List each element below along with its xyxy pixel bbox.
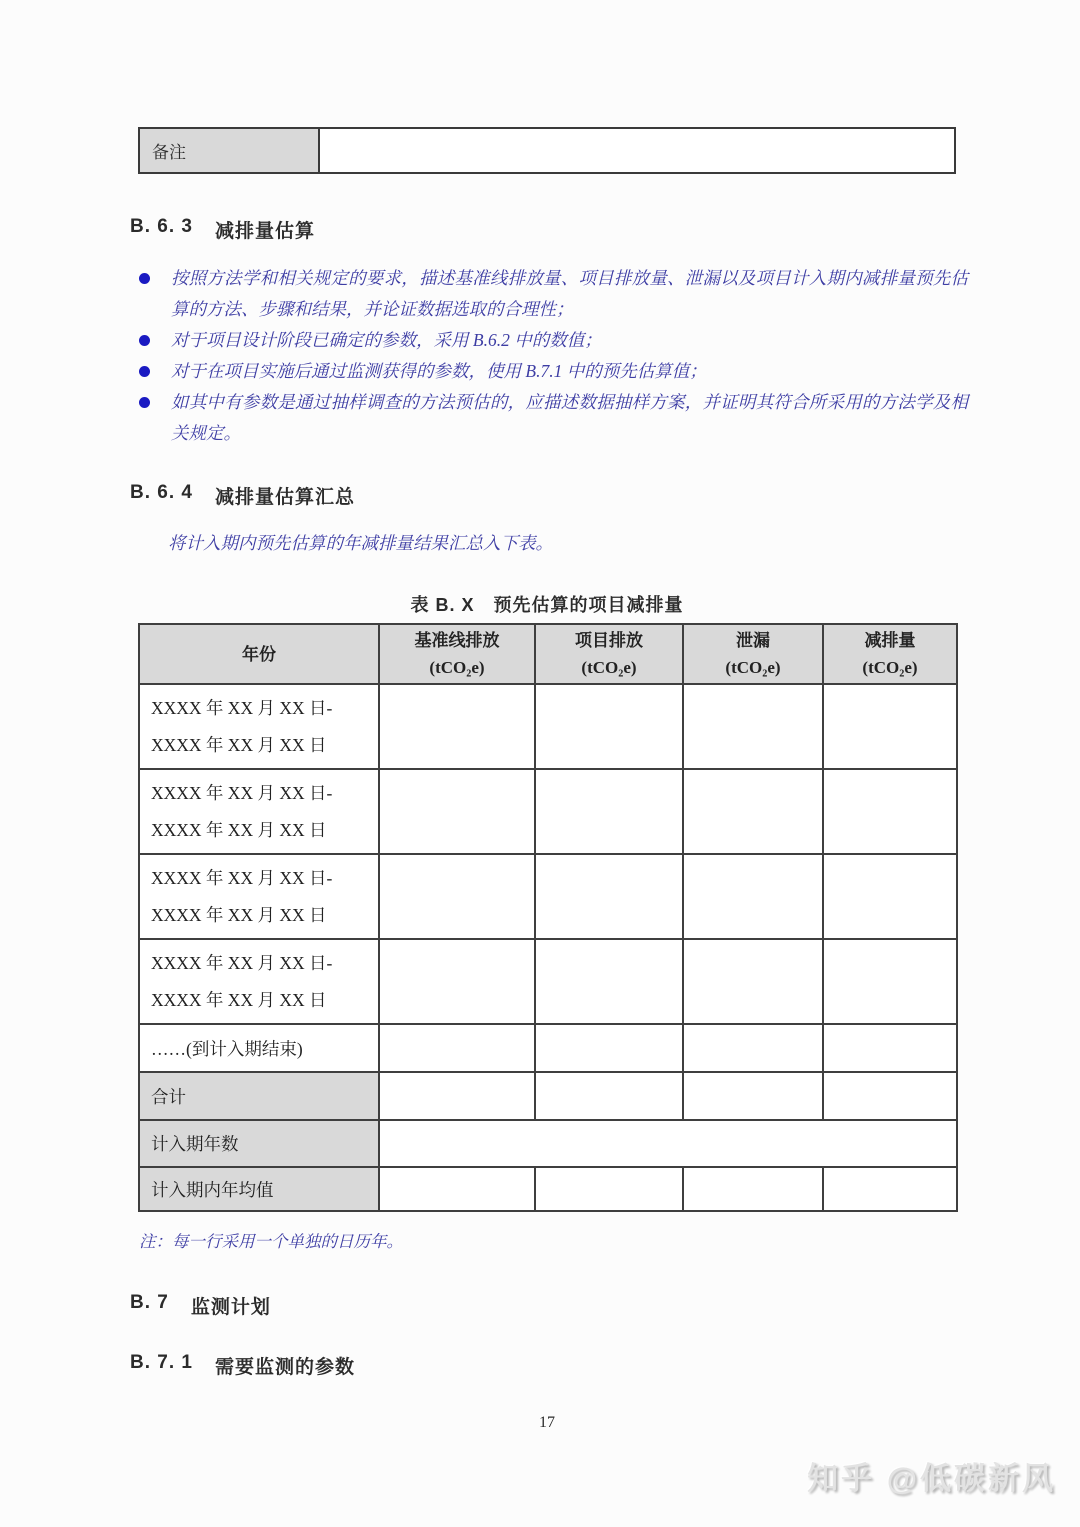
col-header-unit: (tCO₂e) [862, 658, 918, 677]
col-header-label: 泄漏 [736, 631, 770, 650]
table-empty-cell [535, 939, 683, 1024]
bullet-item [139, 263, 968, 325]
table-empty-cell [379, 1072, 535, 1120]
col-header-label: 基准线排放 [414, 631, 500, 650]
col-header-label: 年份 [242, 644, 276, 664]
table-empty-cell [683, 684, 823, 769]
table-row-total [139, 1072, 957, 1120]
table-empty-cell [535, 1072, 683, 1120]
table-row-period-1 [139, 684, 957, 769]
table-empty-cell [683, 769, 823, 854]
bullet-text: 对于项目设计阶段已确定的参数，采用 B.6.2 中的数值； [171, 330, 602, 350]
table-empty-cell [379, 769, 535, 854]
bullet-dot-icon [139, 397, 150, 408]
table-empty-cell [823, 1167, 957, 1211]
col-header-unit: (tCO₂e) [725, 658, 781, 677]
col-header-unit: (tCO₂e) [429, 658, 485, 677]
period-line2: XXXX 年 XX 月 XX 日 [151, 819, 327, 840]
remark-label-cell: 备注 [140, 129, 320, 172]
table-row-annual-average [139, 1167, 957, 1211]
until-end-label-cell: ……(到计入期结束) [139, 1024, 379, 1072]
table-row-period-3 [139, 854, 957, 939]
page-number: 17 [539, 1414, 555, 1431]
period-cell [139, 939, 379, 1024]
table-empty-cell [535, 769, 683, 854]
bullet-text: 按照方法学和相关规定的要求，描述基准线排放量、项目排放量、泄漏以及项目计入期内减排量预先估算的方法、步骤和结果，并论证数据选取的合理性； [171, 268, 968, 319]
table-empty-cell [683, 1072, 823, 1120]
col-header-baseline-emissions [379, 624, 535, 684]
table-empty-cell [379, 1167, 535, 1211]
table-empty-cell [683, 854, 823, 939]
col-header-emission-reductions [823, 624, 957, 684]
section-heading-b71 [130, 1352, 355, 1379]
table-empty-cell [823, 769, 957, 854]
bullet-dot-icon [139, 273, 150, 284]
period-cell [139, 769, 379, 854]
table-empty-cell [535, 1024, 683, 1072]
section-title-b64: 减排量估算汇总 [214, 487, 355, 508]
table-row-until-end [139, 1024, 957, 1072]
table-empty-cell [823, 1072, 957, 1120]
section-title-b71: 需要监测的参数 [214, 1357, 355, 1378]
annual-average-label-cell: 计入期内年均值 [139, 1167, 379, 1211]
col-header-label: 减排量 [864, 631, 916, 650]
bullet-text: 如其中有参数是通过抽样调查的方法预估的，应描述数据抽样方案，并证明其符合所采用的方法学及相关规定。 [171, 392, 968, 443]
b64-intro-text: 将计入期内预先估算的年减排量结果汇总入下表。 [168, 533, 553, 553]
table-empty-cell [683, 1167, 823, 1211]
table-empty-cell [379, 939, 535, 1024]
table-empty-cell [535, 684, 683, 769]
table-empty-cell [823, 939, 957, 1024]
table-empty-cell [535, 854, 683, 939]
period-line2: XXXX 年 XX 月 XX 日 [151, 989, 327, 1010]
col-header-year [139, 624, 379, 684]
table-empty-cell [823, 1024, 957, 1072]
section-number-b64: B. 6. 4 [130, 482, 193, 503]
b63-bullet-list [139, 263, 968, 449]
emission-reduction-summary-table [138, 623, 958, 1212]
period-line2: XXXX 年 XX 月 XX 日 [151, 904, 327, 925]
section-title-b7: 监测计划 [190, 1297, 271, 1318]
table-empty-cell [823, 684, 957, 769]
period-line2: XXXX 年 XX 月 XX 日 [151, 734, 327, 755]
col-header-unit: (tCO₂e) [581, 658, 637, 677]
period-cell [139, 854, 379, 939]
table-row-period-2 [139, 769, 957, 854]
col-header-project-emissions [535, 624, 683, 684]
period-line1: XXXX 年 XX 月 XX 日- [151, 867, 333, 888]
table-empty-cell [823, 854, 957, 939]
table-empty-cell [379, 1024, 535, 1072]
bullet-dot-icon [139, 335, 150, 346]
col-header-leakage [683, 624, 823, 684]
section-heading-b64 [130, 482, 355, 509]
section-heading-b7 [130, 1292, 271, 1319]
table-header-row [139, 624, 957, 684]
bullet-dot-icon [139, 366, 150, 377]
bullet-text: 对于在项目实施后通过监测获得的参数，使用 B.7.1 中的预先估算值； [171, 361, 707, 381]
section-title-b63: 减排量估算 [214, 221, 315, 242]
period-line1: XXXX 年 XX 月 XX 日- [151, 952, 333, 973]
period-line1: XXXX 年 XX 月 XX 日- [151, 697, 333, 718]
bullet-item [139, 387, 968, 449]
bullet-item [139, 356, 968, 387]
crediting-years-label-cell: 计入期年数 [139, 1120, 379, 1167]
table-empty-cell [535, 1167, 683, 1211]
section-heading-b63 [130, 216, 315, 243]
section-number-b7: B. 7 [130, 1292, 169, 1313]
section-number-b71: B. 7. 1 [130, 1352, 193, 1373]
bullet-item [139, 325, 968, 356]
total-label-cell: 合计 [139, 1072, 379, 1120]
table-caption: 表 B. X 预先估算的项目减排量 [410, 595, 684, 615]
col-header-label: 项目排放 [575, 631, 643, 650]
table-note: 注：每一行采用一个单独的日历年。 [139, 1232, 403, 1251]
remark-row [138, 127, 956, 174]
table-empty-cell [683, 939, 823, 1024]
section-number-b63: B. 6. 3 [130, 216, 193, 237]
table-empty-merged-cell [379, 1120, 957, 1167]
table-row-crediting-years [139, 1120, 957, 1167]
table-empty-cell [379, 684, 535, 769]
table-empty-cell [683, 1024, 823, 1072]
watermark-text: 知乎 @低碳新风 [807, 1461, 1056, 1496]
period-line1: XXXX 年 XX 月 XX 日- [151, 782, 333, 803]
table-row-period-4 [139, 939, 957, 1024]
table-empty-cell [379, 854, 535, 939]
period-cell [139, 684, 379, 769]
remark-value-cell [320, 129, 954, 172]
